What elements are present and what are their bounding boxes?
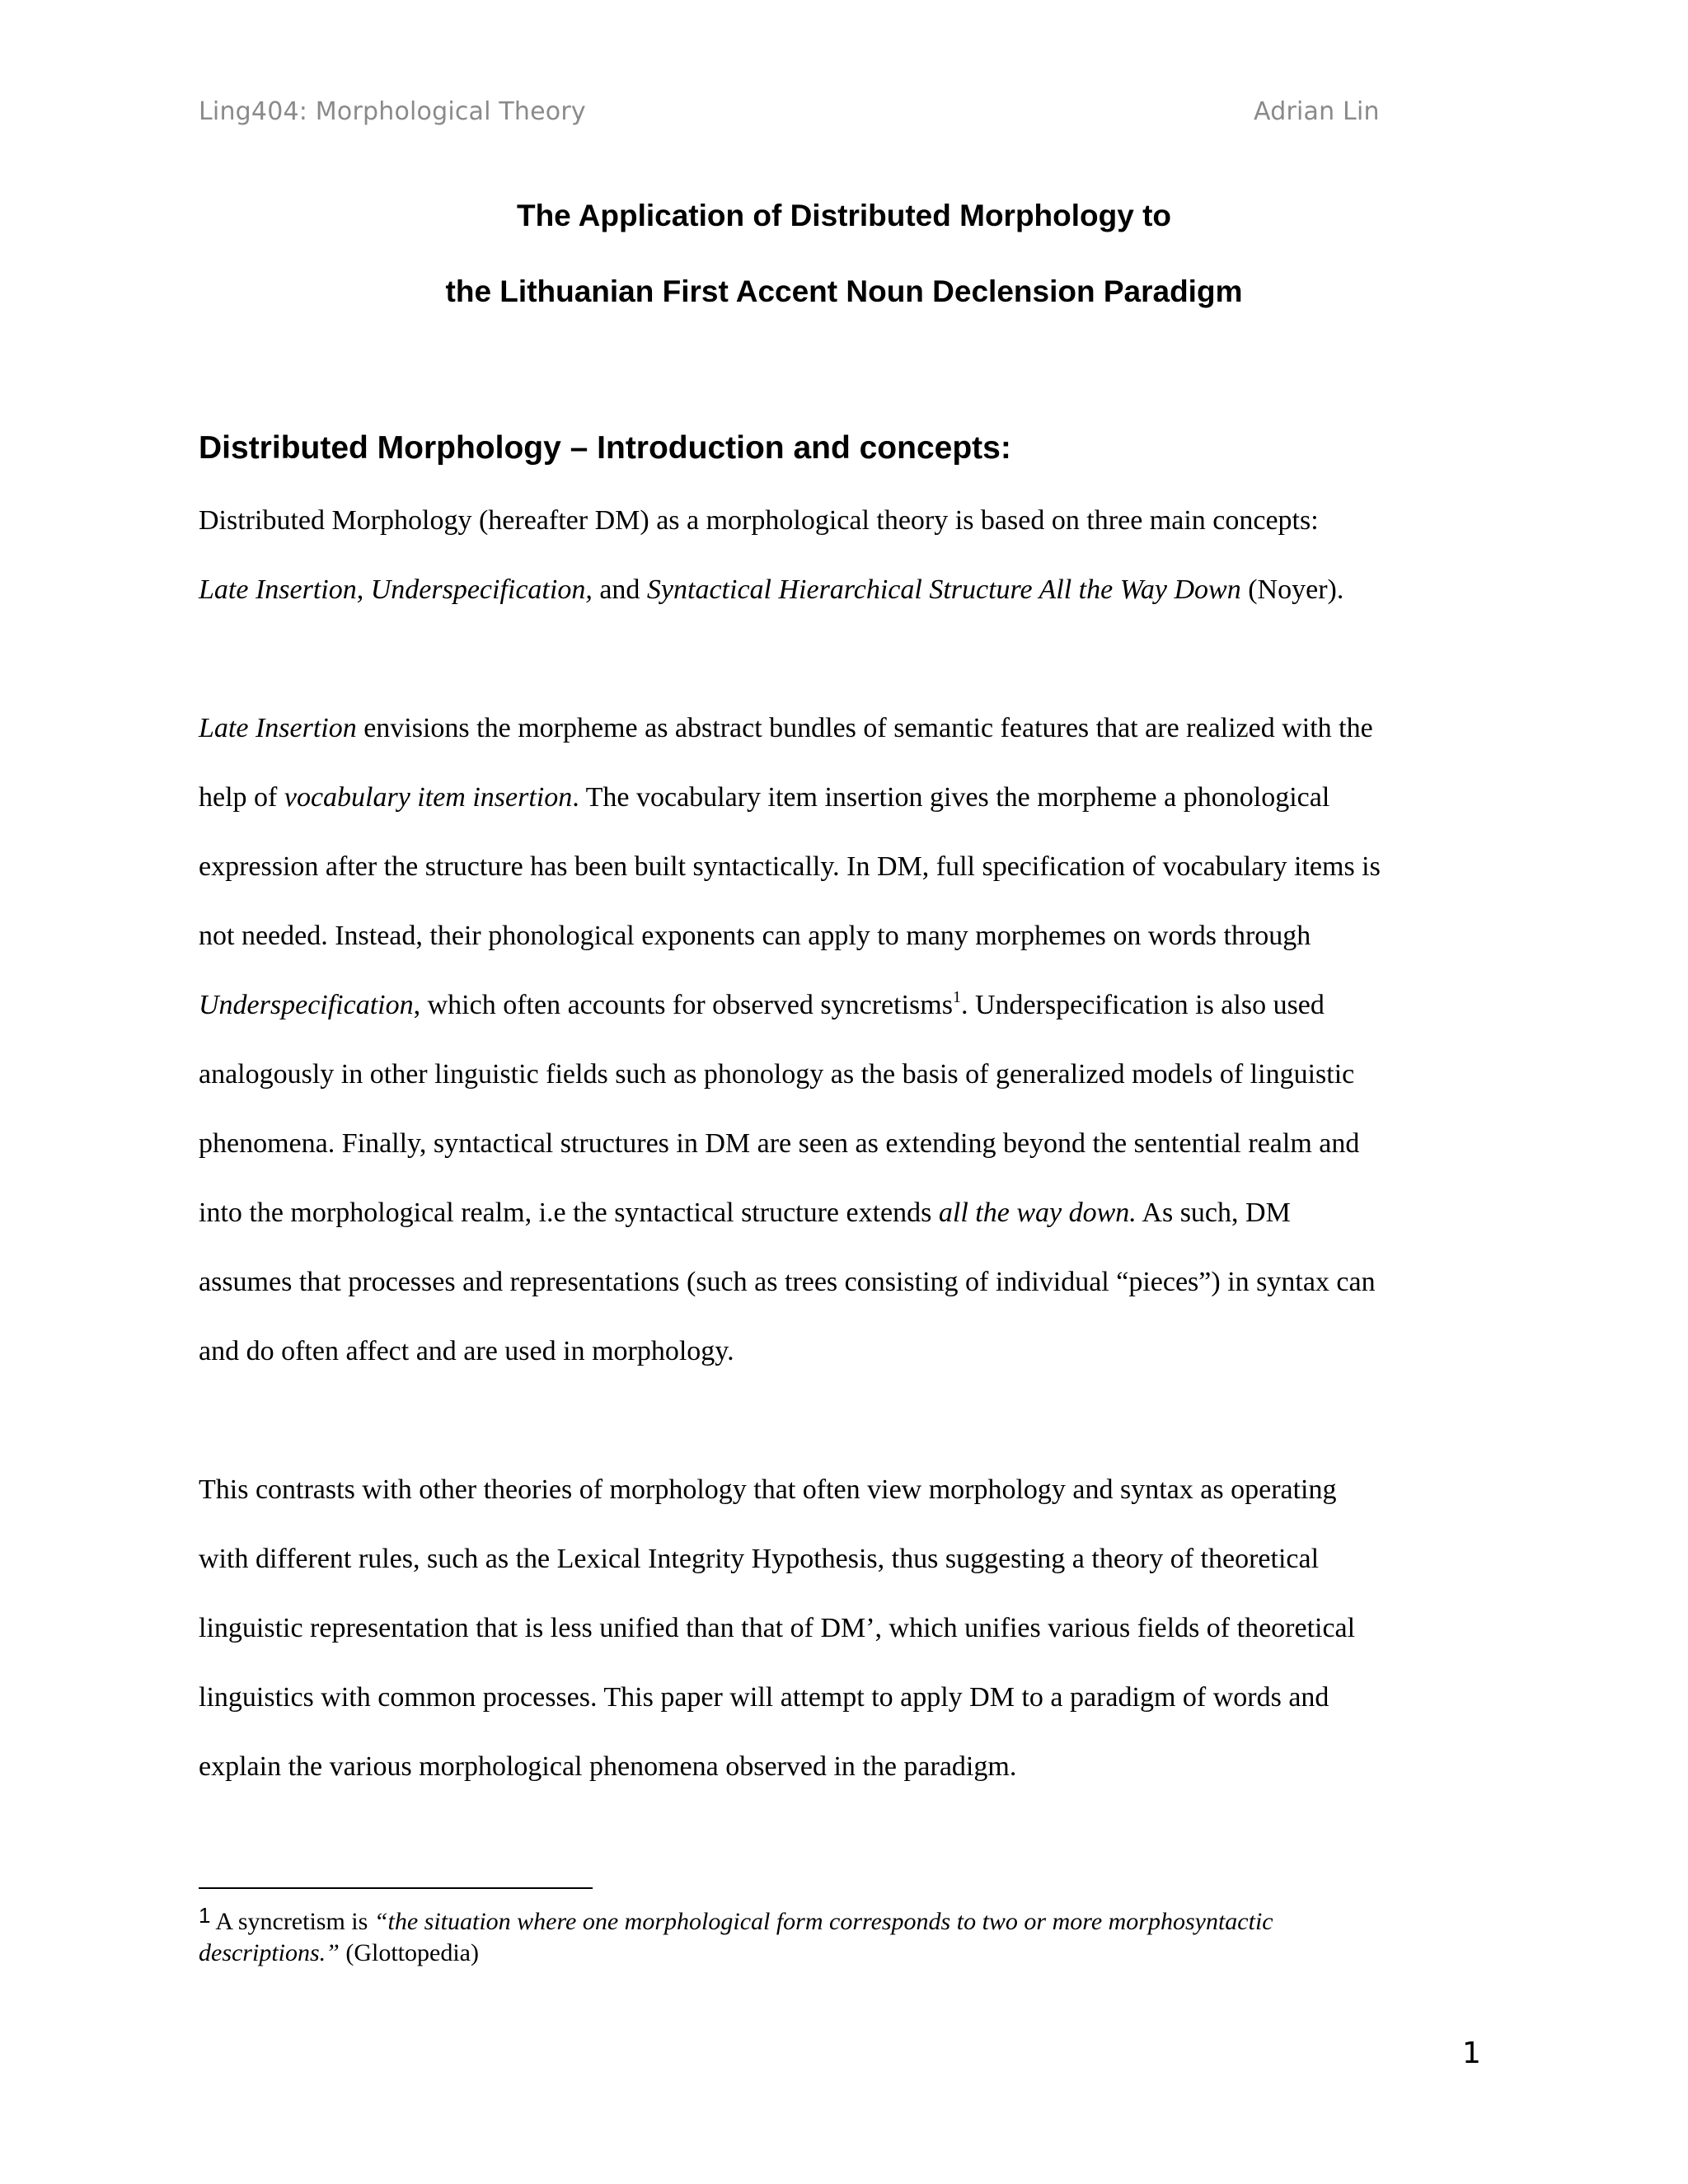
paragraph-2-line-10: and do often affect and are used in morphology. <box>199 1336 734 1366</box>
page-number: 1 <box>1462 2036 1481 2070</box>
italic-term: Late Insertion, Underspecification, <box>199 574 593 605</box>
footnote-quote: descriptions.” <box>199 1939 340 1966</box>
running-header-course: Ling404: Morphological Theory <box>199 97 586 126</box>
paragraph-3-line-2: with different rules, such as the Lexical Integrity Hypothesis, thus suggesting a theory of theoretical <box>199 1544 1320 1574</box>
paragraph-3-line-3: linguistic representation that is less unified than that of DM’, which unifies various fields of theoretical <box>199 1613 1356 1643</box>
footnote-quote: “the situation where one morphological form corresponds to two or more morphosyntactic <box>373 1908 1273 1935</box>
paragraph-2-line-9: assumes that processes and representations (such as trees consisting of individual “pieces”) in syntax can <box>199 1267 1376 1297</box>
paragraph-2-line-1: Late Insertion envisions the morpheme as abstract bundles of semantic features that are realized with the <box>199 713 1373 743</box>
italic-term: Syntactical Hierarchical Structure All the Way Down <box>646 574 1241 605</box>
paragraph-2-line-4: not needed. Instead, their phonological exponents can apply to many morphemes on words through <box>199 921 1311 951</box>
paragraph-1-line-2: Late Insertion, Underspecification, and Syntactical Hierarchical Structure All the Way Down (Noyer). <box>199 574 1344 605</box>
footnote-reference[interactable]: 1 <box>952 988 961 1006</box>
document-title-line-2: the Lithuanian First Accent Noun Declension Paradigm <box>445 274 1243 308</box>
footnote-line-2: descriptions.” (Glottopedia) <box>199 1939 479 1966</box>
footnote-separator <box>199 1887 593 1889</box>
paragraph-2-line-3: expression after the structure has been built syntactically. In DM, full specification of vocabulary items is <box>199 851 1381 882</box>
italic-term: Late Insertion <box>199 713 357 743</box>
italic-term: Underspecification <box>199 990 414 1020</box>
running-header-author: Adrian Lin <box>1254 97 1380 126</box>
paragraph-2-line-7: phenomena. Finally, syntactical structures in DM are seen as extending beyond the sentential realm and <box>199 1128 1360 1159</box>
paragraph-3-line-4: linguistics with common processes. This paper will attempt to apply DM to a paradigm of words and <box>199 1682 1329 1713</box>
paragraph-2-line-8: into the morphological realm, i.e the syntactical structure extends all the way down. As such, DM <box>199 1197 1291 1228</box>
section-heading: Distributed Morphology – Introduction and concepts: <box>199 430 1011 466</box>
paragraph-2-line-2: help of vocabulary item insertion. The vocabulary item insertion gives the morpheme a phonological <box>199 782 1330 813</box>
paragraph-1-line-1: Distributed Morphology (hereafter DM) as a morphological theory is based on three main concepts: <box>199 505 1319 536</box>
paragraph-2-line-6: analogously in other linguistic fields such as phonology as the basis of generalized models of linguistic <box>199 1059 1355 1090</box>
paragraph-2-line-5: Underspecification, which often accounts for observed syncretisms$^1$. Underspecification is also used <box>199 988 1325 1020</box>
italic-term: vocabulary item insertion <box>284 782 573 813</box>
italic-term: all the way down. <box>938 1197 1137 1228</box>
paragraph-3-line-5: explain the various morphological phenomena observed in the paradigm. <box>199 1751 1017 1782</box>
document-title-line-1: The Application of Distributed Morphology to <box>516 199 1172 232</box>
footnote-number: 1 <box>199 1903 211 1928</box>
footnote-line-1: 1 A syncretism is “the situation where one morphological form corresponds to two or more morphosyntactic <box>199 1903 1273 1935</box>
paragraph-3-line-1: This contrasts with other theories of morphology that often view morphology and syntax as operating <box>199 1474 1337 1505</box>
